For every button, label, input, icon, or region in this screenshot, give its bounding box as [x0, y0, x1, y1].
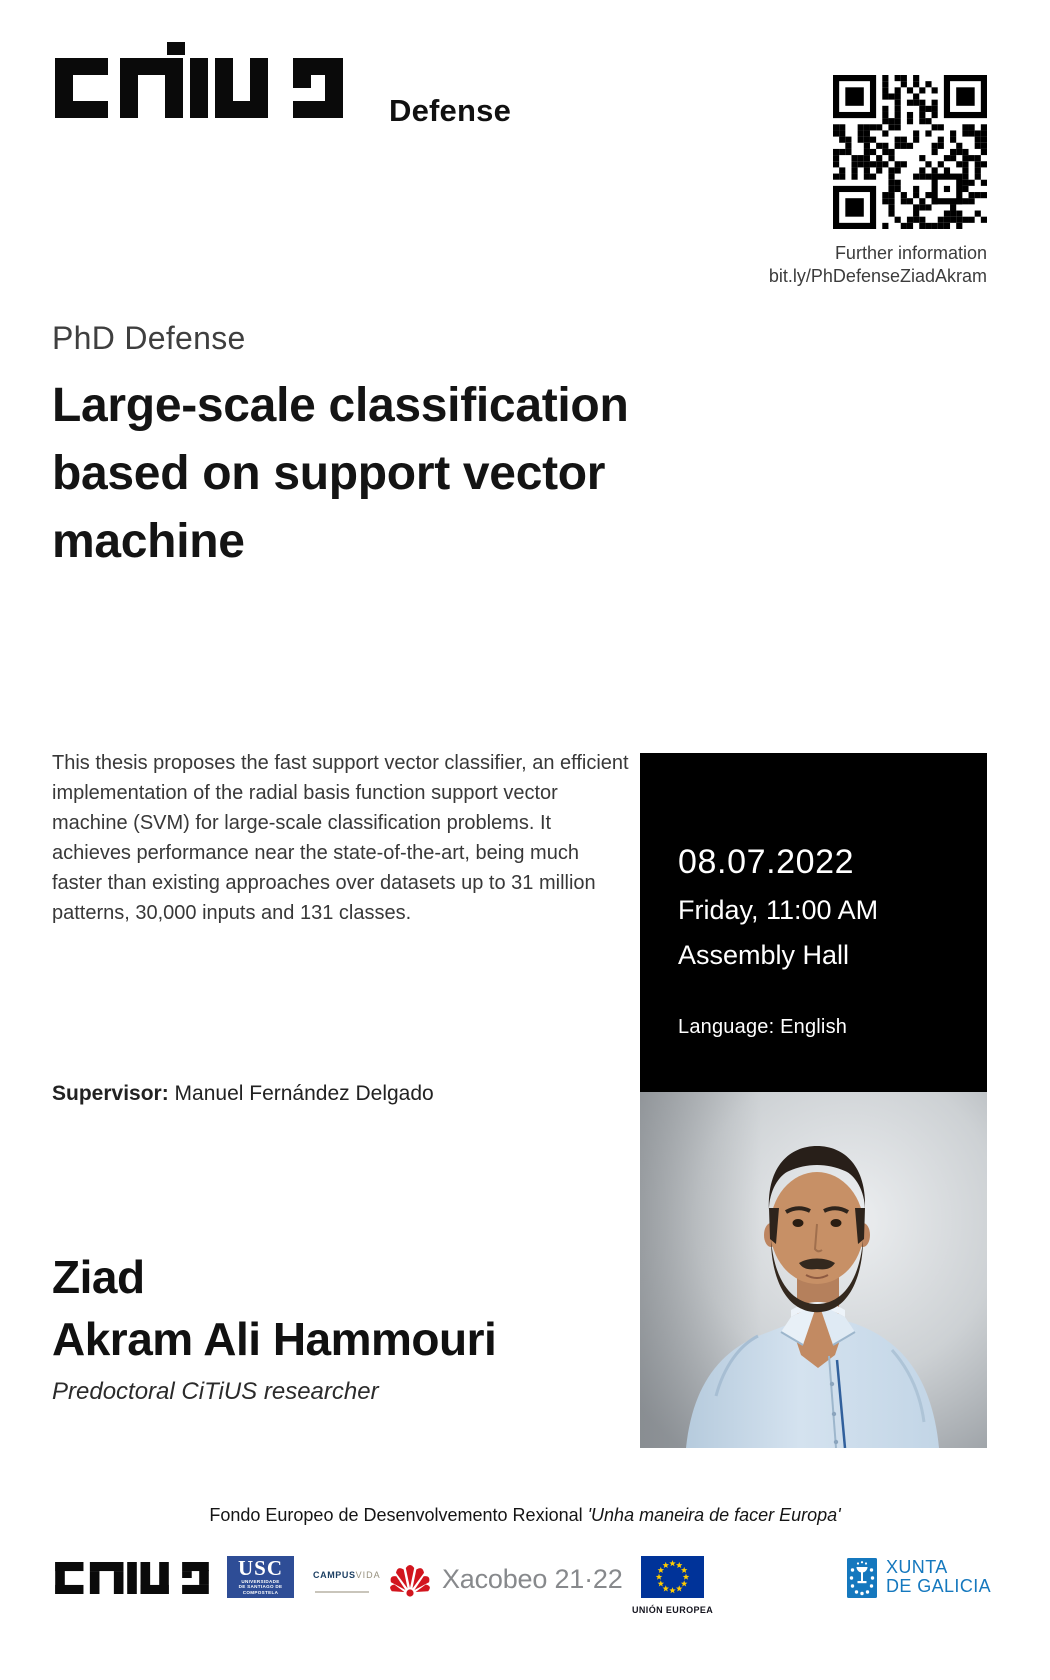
brand-suffix-label: Defense: [389, 93, 512, 128]
campus-vida-text2: VIDA: [355, 1570, 381, 1580]
kicker-heading: PhD Defense: [52, 320, 246, 356]
title-line: Large-scale classification: [52, 379, 629, 432]
page-title: [52, 372, 628, 576]
usc-name: UNIVERSIDADE DE SANTIAGO DE COMPOSTELA: [238, 1579, 283, 1595]
eu-caption: UNIÓN EUROPEA: [632, 1605, 714, 1615]
qr-link[interactable]: bit.ly/PhDefenseZiadAkram: [768, 266, 987, 286]
title-line: machine: [52, 515, 245, 568]
funding-text: Fondo Europeo de Desenvolvemento Rexional: [209, 1505, 588, 1525]
xacobeo-shell-icon: [388, 1560, 432, 1598]
event-language: Language: English: [678, 1016, 848, 1038]
xunta-emblem-icon: [847, 1558, 877, 1598]
qr-caption: [769, 242, 987, 288]
campus-vida-text: CAMPUS: [313, 1570, 356, 1580]
xunta-wordmark-line: DE GALICIA: [886, 1576, 992, 1596]
speaker-portrait-photo: [640, 1092, 987, 1448]
abstract-paragraph: This thesis proposes the fast support vector classifier, an efficient implementation of the radial basis function support vector machine (SVM) for large-scale classification problems. It achieves performance near the state-of-the-art, being much faster than existing approaches over datasets up to 31 million patterns, 30,000 inputs and 131 classes.: [52, 752, 629, 924]
event-venue: Assembly Hall: [678, 940, 850, 970]
speaker-name-line: Akram Ali Hammouri: [52, 1313, 497, 1365]
supervisor-label: Supervisor:: [52, 1082, 169, 1105]
xacobeo-wordmark: Xacobeo 21·22: [442, 1563, 623, 1594]
citius-footer-logo: [55, 1562, 209, 1594]
event-date: 08.07.2022: [678, 843, 855, 881]
funding-motto: 'Unha maneira de facer Europa': [587, 1505, 841, 1525]
usc-acronym: USC: [237, 1556, 283, 1580]
event-day-time: Friday, 11:00 AM: [678, 895, 879, 925]
xunta-wordmark-line: XUNTA: [886, 1557, 948, 1577]
xunta-logo: [847, 1558, 991, 1598]
qr-code: [833, 75, 987, 229]
speaker-role: Predoctoral CiTiUS researcher: [52, 1378, 379, 1405]
xunta-wordmark: [886, 1558, 991, 1596]
supervisor-line: [52, 1082, 434, 1106]
campus-vida-logo: [313, 1560, 381, 1600]
eu-flag-logo: [632, 1556, 712, 1615]
speaker-name-line: Ziad: [52, 1251, 145, 1303]
title-line: based on support vector: [52, 447, 606, 500]
eu-flag-icon: [641, 1556, 704, 1598]
funding-statement: [0, 1505, 1050, 1526]
supervisor-name: Manuel Fernández Delgado: [174, 1082, 434, 1105]
speaker-name: [52, 1246, 496, 1370]
campus-vida-tagline: [315, 1591, 369, 1593]
xacobeo-logo: [388, 1560, 623, 1598]
qr-caption-text: Further information: [834, 243, 987, 263]
citius-logo: [55, 42, 343, 118]
usc-logo: [227, 1556, 294, 1598]
event-panel: [640, 753, 987, 1092]
